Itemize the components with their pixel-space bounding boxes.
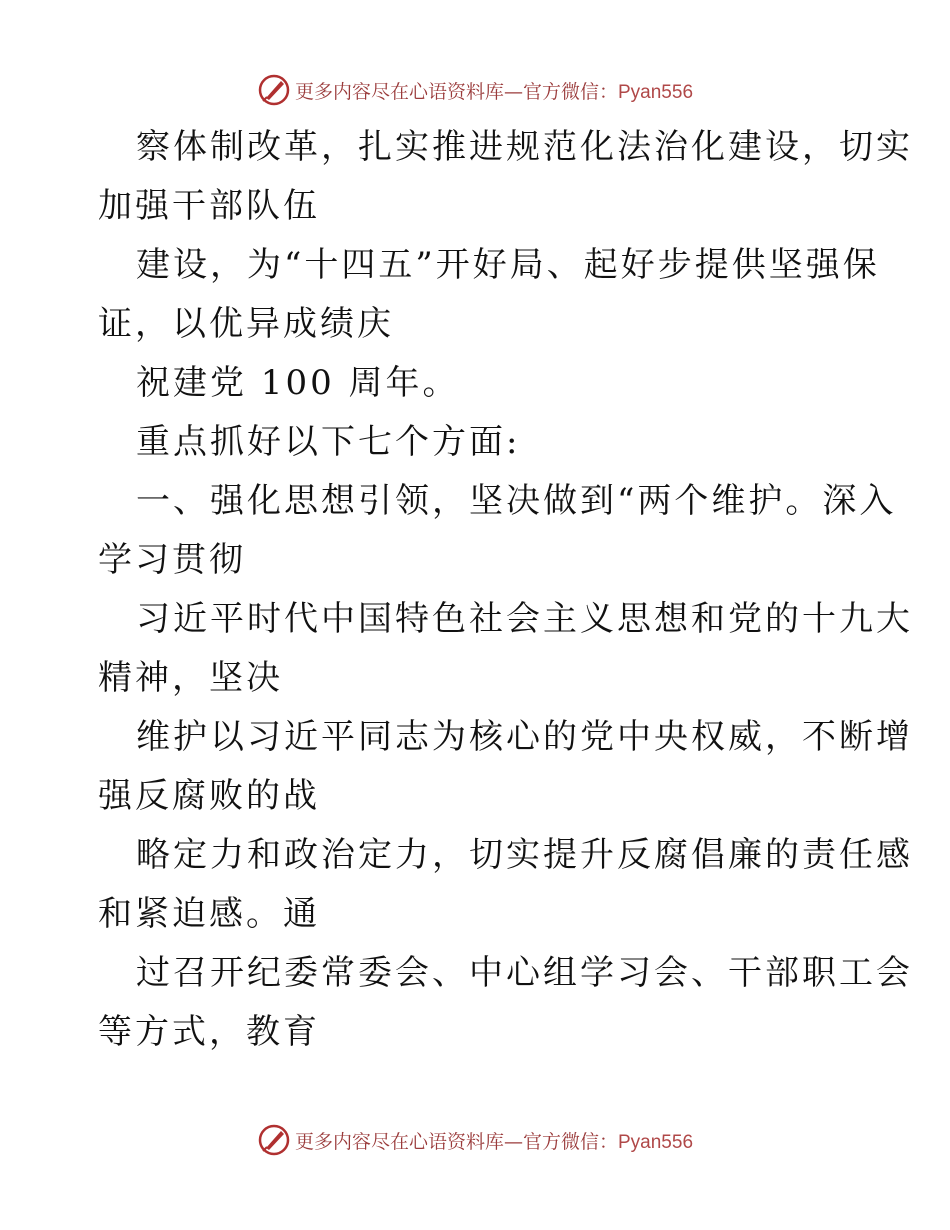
body-line: 略定力和政治定力，切实提升反腐倡廉的责任感 (136, 835, 913, 875)
header-banner-title: 更多内容尽在心语资料库 (294, 80, 504, 103)
body-line: 精神，坚决 (98, 658, 283, 698)
body-line: 过召开纪委常委会、中心组学习会、干部职工会 (136, 953, 913, 993)
header-wechat-label: 官方微信： (522, 80, 618, 103)
footer-banner-separator: — (503, 1130, 523, 1153)
body-line: 加强干部队伍 (98, 186, 320, 226)
body-line: 强反腐败的战 (98, 776, 320, 816)
document-body (98, 118, 913, 1062)
footer-wechat-id: Pyan556 (618, 1131, 694, 1153)
body-line: 一、强化思想引领，坚决做到“两个维护。深入 (136, 481, 897, 521)
body-line: 等方式，教育 (98, 1012, 320, 1052)
footer-banner-title: 更多内容尽在心语资料库 (294, 1130, 504, 1153)
footer-banner (0, 1122, 950, 1158)
body-line: 察体制改革，扎实推进规范化法治化建设，切实 (136, 127, 913, 167)
header-banner (0, 72, 950, 108)
body-line: 学习贯彻 (98, 540, 246, 580)
body-line: 证，以优异成绩庆 (98, 304, 394, 344)
header-banner-text (295, 77, 693, 104)
body-line: 建设，为“十四五”开好局、起好步提供坚强保 (136, 245, 880, 285)
quill-logo-icon (257, 1123, 291, 1157)
body-line: 维护以习近平同志为核心的党中央权威，不断增 (136, 717, 913, 757)
header-wechat-id: Pyan556 (618, 81, 694, 103)
body-line: 祝建党 100 周年。 (136, 363, 460, 403)
header-banner-separator: — (503, 80, 523, 103)
body-line: 习近平时代中国特色社会主义思想和党的十九大 (136, 599, 913, 639)
body-line: 和紧迫感。通 (98, 894, 320, 934)
footer-wechat-label: 官方微信： (522, 1130, 618, 1153)
body-line: 重点抓好以下七个方面: (136, 422, 521, 462)
quill-logo-icon (257, 73, 291, 107)
footer-banner-text (295, 1127, 693, 1154)
